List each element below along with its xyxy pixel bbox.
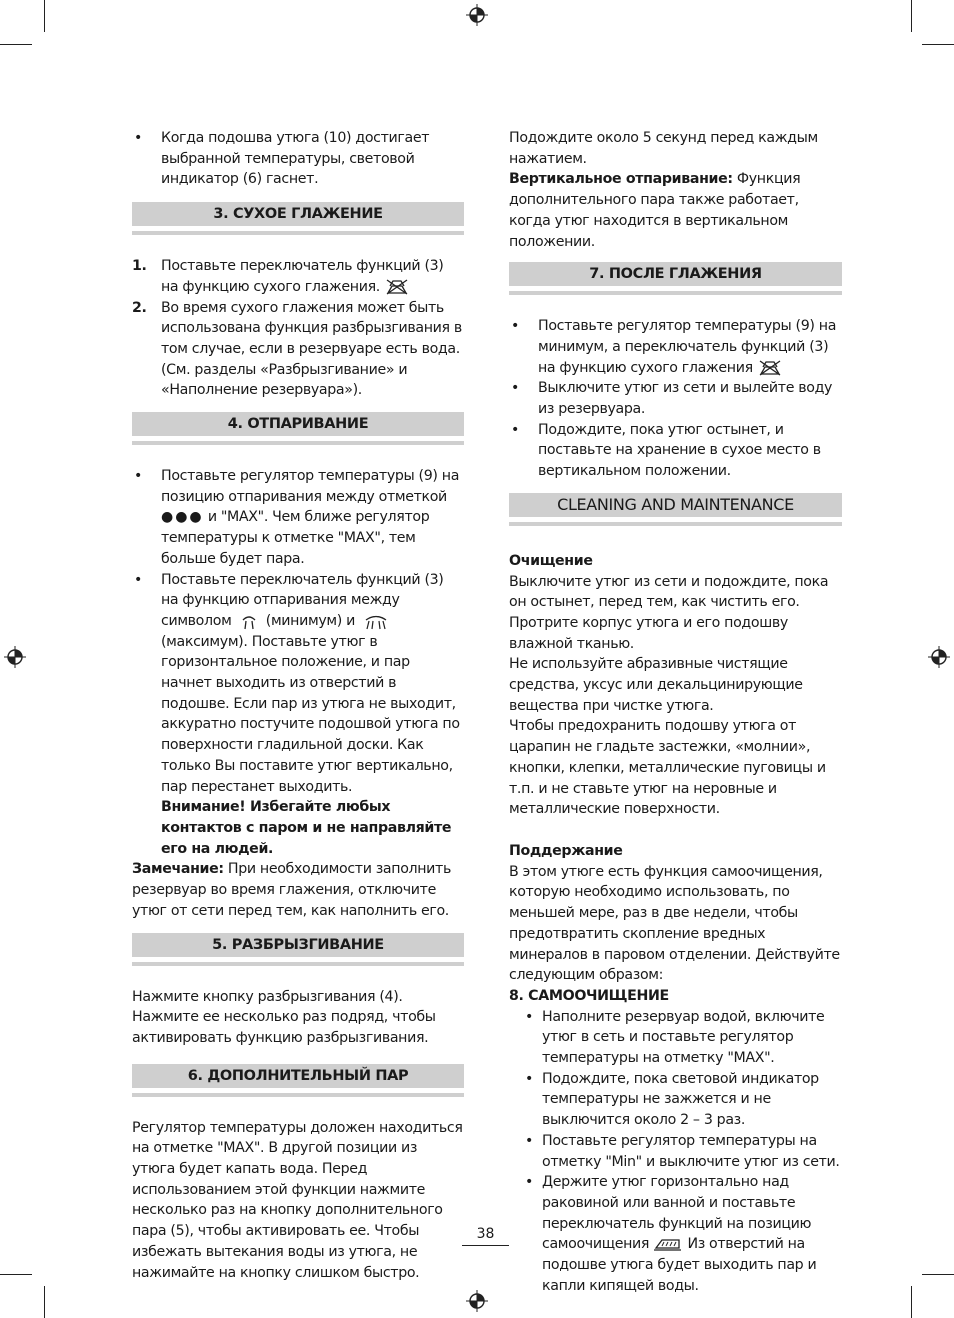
self-cleaning-step-4b: Из отверстий на подошве утюга будет выходить пар и капли кипящей воды. <box>542 1236 817 1294</box>
section-header-spraying: 5. РАЗБРЫЗГИВАНИЕ <box>132 933 464 957</box>
dry-ironing-step-1: Поставьте переключатель функций (3) на функцию сухого глажения. <box>161 258 444 295</box>
cleaning-subheading: Очищение <box>509 552 593 569</box>
bullet: • <box>133 130 143 146</box>
dry-iron-icon <box>384 278 410 296</box>
self-cleaning-step-1: Наполните резервуар водой, включите утюг в сеть и поставьте регулятор температуры на отметку "MAX". <box>542 1008 825 1067</box>
self-cleaning-step-3: Поставьте регулятор температуры на отметку "Min" и выключите утюг из сети. <box>542 1132 840 1170</box>
steam-min-icon <box>236 611 262 631</box>
bullet: • <box>525 1070 534 1087</box>
page-number-rule <box>462 1245 509 1246</box>
steaming-bullet-1a: Поставьте регулятор температуры (9) на позицию отпаривания между отметкой <box>161 468 460 505</box>
list-item <box>132 466 464 570</box>
list-item <box>509 1069 842 1131</box>
intro-bullet-text: Когда подошва утюга (10) достигает выбранной температуры, световой индикатор (6) гаснет. <box>161 130 430 188</box>
spraying-text: Нажмите кнопку разбрызгивания (4). Нажмите ее несколько раз подряд, чтобы активировать функцию разбрызгивания. <box>132 988 436 1046</box>
crop-mark <box>0 44 32 45</box>
list-item <box>509 378 842 419</box>
list-item <box>132 298 464 402</box>
wait-text: Подождите около 5 секунд перед каждым нажатием. <box>509 130 818 167</box>
steaming-warning: Внимание! Избегайте любых контактов с паром и не направляйте его на людей. <box>161 799 452 857</box>
crop-mark <box>0 1274 32 1275</box>
bullet: • <box>525 1174 534 1191</box>
steaming-bullet-2a: Поставьте переключатель функций (3) на функцию отпаривания между символом <box>161 571 444 629</box>
section-header-extra-steam: 6. ДОПОЛНИТЕЛЬНЫЙ ПАР <box>132 1064 464 1088</box>
steam-max-icon <box>359 611 393 631</box>
bullet: • <box>133 571 143 588</box>
self-cleaning-step-2: Подождите, пока световой индикатор температуры не зажжется и не выключится около 2 – 3 раз. <box>542 1070 819 1129</box>
steaming-note <box>132 859 464 921</box>
bullet: • <box>525 1008 534 1025</box>
list-item <box>132 128 464 190</box>
bullet: • <box>510 421 520 438</box>
vertical-steaming-text: Функция дополнительного пара также работает, когда утюг находится в вертикальном положении. <box>509 171 801 250</box>
crop-mark <box>44 0 45 32</box>
steam-min-label: (минимум) и <box>265 612 355 629</box>
list-item <box>509 1007 842 1069</box>
section-header-cleaning: CLEANING AND MAINTENANCE <box>509 493 842 517</box>
crop-mark <box>922 1274 954 1275</box>
self-clean-icon <box>653 1236 683 1252</box>
steam-max-label: (максимум). <box>161 633 248 650</box>
note-label: Замечание: <box>132 861 224 878</box>
crop-mark <box>911 1286 912 1318</box>
maintenance-paragraph: В этом утюге есть функция самоочищения, которую необходимо использовать, по меньшей мере, раз в две недели, чтобы предотвратить скопление вредных минералов в паровом отделении. Действуйте следующим образом: <box>509 863 840 984</box>
cleaning-paragraph: Чтобы предохранить подошву утюга от царапин не гладьте застежки, «молнии», кнопки, клепки, металлические пуговицы и т.п. и не ставьте утюг на неровные и металлические поверхности. <box>509 718 826 818</box>
list-item <box>509 316 842 378</box>
cleaning-paragraph: Не используйте абразивные чистящие средства, уксус или декальцинирующие вещества при чистке утюга. <box>509 656 803 714</box>
crop-mark <box>922 44 954 45</box>
registration-mark-icon <box>466 1290 488 1312</box>
after-ironing-bullet-3: Подождите, пока утюг остынет, и поставьте на хранение в сухое место в вертикальном положении. <box>538 421 821 480</box>
dry-iron-icon <box>757 359 783 377</box>
steaming-bullet-2b: Поставьте утюг в горизонтальное положение, и пар начнет выходить из отверстий в подошве. Если пар из утюга не выходит, аккуратно постучите подошвой утюга по поверхности гладильной доски. Как только Вы поставите утюг вертикально, пар перестанет выходить. <box>161 633 460 795</box>
self-cleaning-heading: 8. САМООЧИЩЕНИЕ <box>509 987 669 1004</box>
list-item <box>132 256 464 297</box>
registration-mark-icon <box>928 646 950 668</box>
registration-mark-icon <box>466 4 488 26</box>
item-number: 2. <box>132 299 147 316</box>
cleaning-paragraph: Протрите корпус утюга и его подошву влажной тканью. <box>509 614 788 652</box>
steaming-bullet-1b: и "MAX". Чем ближе регулятор температуры к отметке "MAX", тем больше будет пара. <box>161 509 430 567</box>
section-header-steaming: 4. ОТПАРИВАНИЕ <box>132 412 464 436</box>
section-header-after-ironing: 7. ПОСЛЕ ГЛАЖЕНИЯ <box>509 262 842 286</box>
vertical-steaming-label: Вертикальное отпаривание: <box>509 171 733 188</box>
left-column <box>132 128 464 1283</box>
bullet: • <box>525 1132 534 1149</box>
crop-mark <box>44 1286 45 1318</box>
crop-mark <box>911 0 912 32</box>
cleaning-paragraph: Выключите утюг из сети и подождите, пока он остынет, перед тем, как чистить его. <box>509 573 829 611</box>
extra-steam-text: Регулятор температуры доложен находиться на отметке "MAX". В другой позиции из утюга будет капать вода. Перед использованием этой функции нажмите несколько раз на кнопку дополнительного пара (5), чтобы активировать ее. Чтобы избежать вытекания воды из утюга, не нажимайте на кнопку слишком быстро. <box>132 1119 463 1281</box>
three-dots-temperature-mark: ●●● <box>161 509 204 526</box>
list-item <box>132 570 464 860</box>
after-ironing-bullet-1: Поставьте регулятор температуры (9) на минимум, а переключатель функций (3) на функцию сухого глажения <box>538 318 837 376</box>
list-item <box>509 1131 842 1172</box>
right-column <box>509 128 842 1296</box>
registration-mark-icon <box>4 646 26 668</box>
bullet: • <box>133 468 143 485</box>
self-cleaning-step-4a: Держите утюг горизонтально над раковиной или ванной и поставьте переключатель функций на позицию самоочищения <box>542 1174 812 1253</box>
page-number: 38 <box>476 1226 495 1242</box>
dry-ironing-step-2: Во время сухого глажения может быть использована функция разбрызгивания в том случае, если в резервуаре есть вода. (См. разделы «Разбрызгивание» и «Наполнение резервуара»). <box>161 299 462 399</box>
vertical-steaming <box>509 169 842 252</box>
maintenance-subheading: Поддержание <box>509 842 623 859</box>
section-header-dry-ironing: 3. СУХОЕ ГЛАЖЕНИЕ <box>132 202 464 226</box>
list-item <box>509 420 842 482</box>
item-number: 1. <box>132 258 147 275</box>
note-text: При необходимости заполнить резервуар во время глажения, отключите утюг от сети перед тем, как наполнить его. <box>132 861 451 919</box>
bullet: • <box>510 380 520 397</box>
after-ironing-bullet-2: Выключите утюг из сети и вылейте воду из резервуара. <box>538 380 833 418</box>
list-item <box>509 1172 842 1296</box>
bullet: • <box>510 318 520 335</box>
